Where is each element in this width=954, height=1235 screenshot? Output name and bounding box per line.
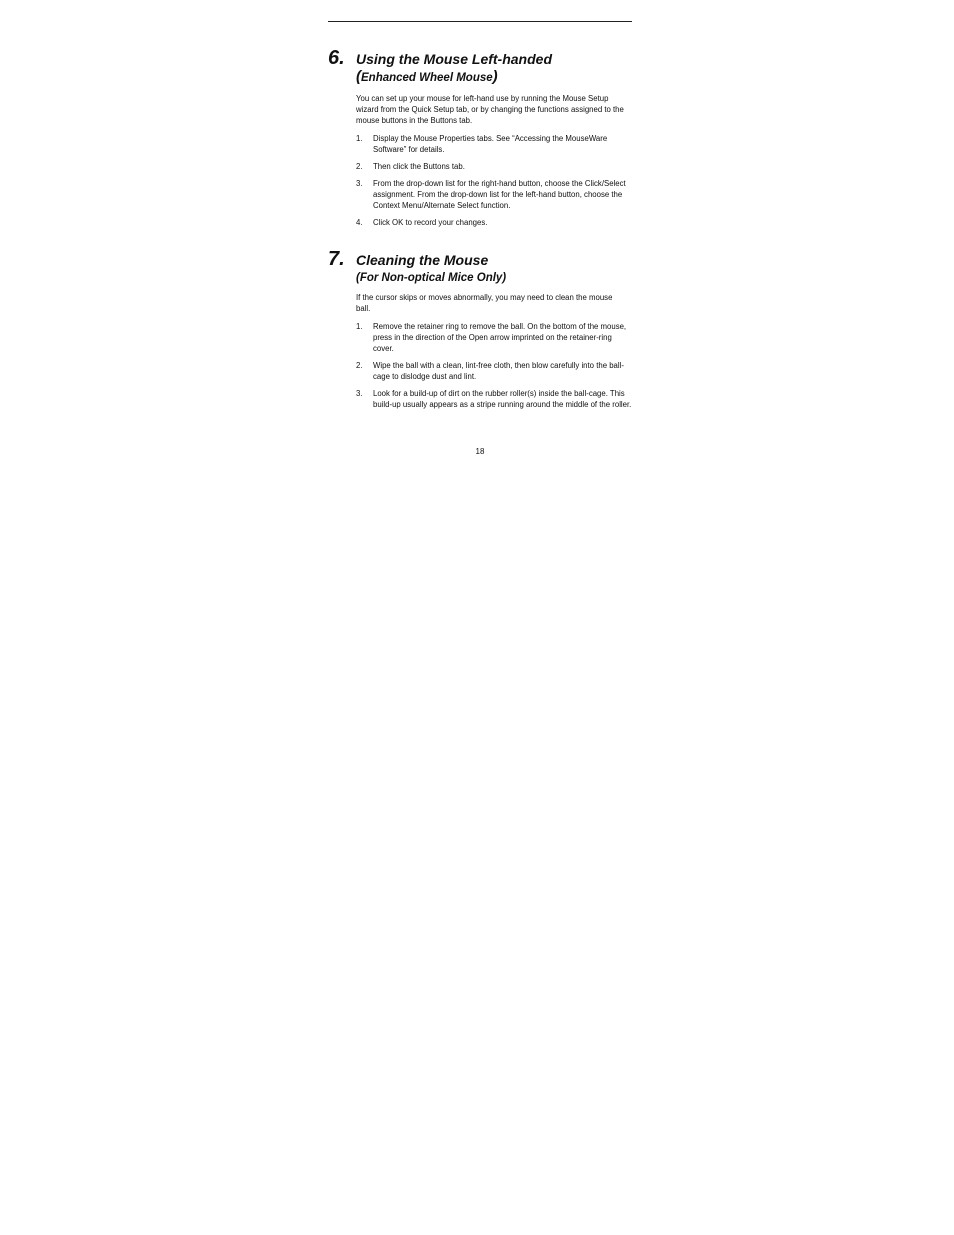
step-text: Click OK to record your changes. bbox=[373, 218, 488, 227]
step-text: Look for a build-up of dirt on the rubber roller(s) inside the ball-cage. This build-up usually appears as a stripe running around the middle of the roller. bbox=[373, 389, 632, 409]
section-subtitle bbox=[356, 69, 632, 86]
section-cleaning bbox=[328, 248, 632, 416]
list-item bbox=[356, 133, 632, 155]
step-number: 1. bbox=[356, 322, 363, 331]
section-intro: If the cursor skips or moves abnormally, you may need to clean the mouse ball. bbox=[356, 293, 613, 313]
step-text: Display the Mouse Properties tabs. See “Accessing the MouseWare Software” for details. bbox=[373, 134, 608, 154]
section-subtitle: (For Non-optical Mice Only) bbox=[356, 272, 507, 284]
list-item bbox=[356, 161, 632, 172]
step-number: 2. bbox=[356, 361, 363, 370]
list-item bbox=[356, 321, 632, 354]
step-text: From the drop-down list for the right-hand button, choose the Click/Select assignment. From the drop-down list for the left-hand button, choose the Context Menu/Alternate Select function. bbox=[373, 179, 626, 210]
list-item bbox=[356, 360, 632, 382]
subtitle-paren-close: ) bbox=[492, 68, 498, 85]
section-left-handed bbox=[328, 47, 632, 234]
section-number: 6. bbox=[328, 47, 345, 69]
step-number: 3. bbox=[356, 179, 363, 188]
section-number: 7. bbox=[328, 248, 345, 270]
steps-list bbox=[356, 133, 632, 228]
section-heading bbox=[328, 47, 632, 69]
steps-list bbox=[356, 321, 632, 410]
list-item bbox=[356, 217, 632, 228]
step-number: 4. bbox=[356, 218, 363, 227]
subtitle-text: Enhanced Wheel Mouse bbox=[361, 72, 493, 84]
section-heading bbox=[328, 248, 632, 270]
step-text: Remove the retainer ring to remove the ball. On the bottom of the mouse, press in the direction of the Open arrow imprinted on the retainer-ring cover. bbox=[373, 322, 627, 353]
step-text: Then click the Buttons tab. bbox=[373, 162, 465, 171]
subtitle-paren-open: ( bbox=[356, 68, 361, 85]
list-item bbox=[356, 178, 632, 211]
section-intro: You can set up your mouse for left-hand use by running the Mouse Setup wizard from the Quick Setup tab, or by changing the functions assigned to the mouse buttons in the Buttons tab. bbox=[356, 94, 624, 125]
step-number: 1. bbox=[356, 134, 363, 143]
step-number: 3. bbox=[356, 389, 363, 398]
list-item bbox=[356, 388, 632, 410]
section-title: Using the Mouse Left-handed bbox=[356, 51, 552, 67]
step-number: 2. bbox=[356, 162, 363, 171]
header-rule bbox=[328, 21, 632, 22]
page-number: 18 bbox=[475, 447, 485, 456]
section-title: Cleaning the Mouse bbox=[356, 252, 489, 268]
step-text: Wipe the ball with a clean, lint-free cloth, then blow carefully into the ball-cage to dislodge dust and lint. bbox=[373, 361, 624, 381]
